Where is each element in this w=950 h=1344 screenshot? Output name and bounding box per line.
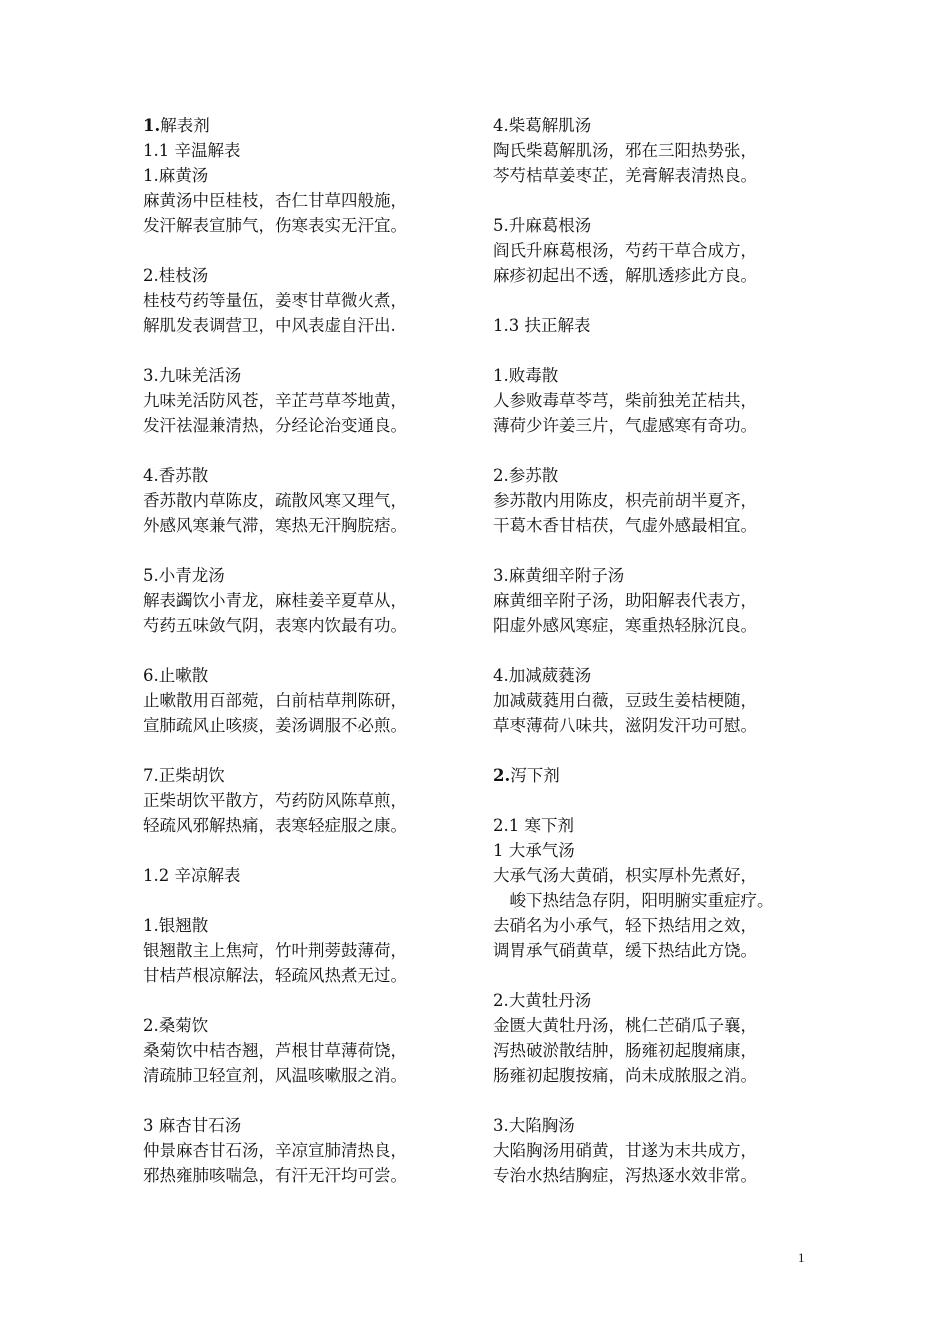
verse-line: 解肌发表调营卫，中风表虚自汗出. — [143, 316, 396, 335]
verse-line: 专治水热结胸症，泻热逐水效非常。 — [493, 1166, 757, 1185]
formula-title: 3.大陷胸汤 — [493, 1116, 575, 1135]
verse-line: 麻黄细辛附子汤，助阳解表代表方， — [493, 591, 757, 610]
formula-title: 4.加减葳蕤汤 — [493, 666, 592, 685]
formula-title: 2.大黄牡丹汤 — [493, 991, 592, 1010]
formula-title: 4.柴葛解肌汤 — [493, 116, 592, 135]
verse-line: 银翘散主上焦疴，竹叶荆蒡鼓薄荷， — [143, 941, 407, 960]
verse-line: 甘桔芦根凉解法，轻疏风热煮无过。 — [143, 966, 407, 985]
formula-title: 3.麻黄细辛附子汤 — [493, 566, 625, 585]
verse-line: 发汗祛湿兼清热，分经论治变通良。 — [143, 416, 407, 435]
section-heading — [143, 113, 463, 138]
section-number: 1. — [143, 116, 161, 135]
formula-title: 1 大承气汤 — [493, 841, 575, 860]
verse-line: 邪热雍肺咳喘急，有汗无汗均可尝。 — [143, 1166, 407, 1185]
verse-line: 调胃承气硝黄草，缓下热结此方饶。 — [493, 941, 757, 960]
formula-title: 6.止嗽散 — [143, 666, 209, 685]
verse-line: 桑菊饮中桔杏翘，芦根甘草薄荷饶， — [143, 1041, 407, 1060]
verse-line: 止嗽散用百部菀，白前桔草荆陈研， — [143, 691, 407, 710]
verse-line: 干葛木香甘桔茯，气虚外感最相宜。 — [493, 516, 757, 535]
verse-line: 阎氏升麻葛根汤，芍药干草合成方， — [493, 241, 757, 260]
subsection-heading: 1.1 辛温解表 — [143, 141, 241, 160]
section-heading — [493, 763, 813, 788]
formula-title: 5.升麻葛根汤 — [493, 216, 592, 235]
subsection-heading: 2.1 寒下剂 — [493, 816, 574, 835]
verse-line: 桂枝芍药等量伍，姜枣甘草微火煮， — [143, 291, 407, 310]
verse-line: 金匮大黄牡丹汤，桃仁芒硝瓜子襄， — [493, 1016, 757, 1035]
verse-line: 大陷胸汤用硝黄，甘遂为末共成方， — [493, 1141, 757, 1160]
verse-line: 仲景麻杏甘石汤，辛凉宣肺清热良， — [143, 1141, 407, 1160]
formula-title: 1.败毒散 — [493, 366, 559, 385]
verse-line: 宣肺疏风止咳痰，姜汤调服不必煎。 — [143, 716, 407, 735]
verse-line: 草枣薄荷八味共，滋阴发汗功可慰。 — [493, 716, 757, 735]
section-title: 解表剂 — [160, 116, 210, 135]
right-column — [493, 113, 813, 1188]
verse-line: 薄荷少许姜三片，气虚感寒有奇功。 — [493, 416, 757, 435]
formula-title: 3 麻杏甘石汤 — [143, 1116, 242, 1135]
formula-title: 2.参苏散 — [493, 466, 559, 485]
verse-line: 麻疹初起出不透，解肌透疹此方良。 — [493, 266, 757, 285]
verse-line: 清疏肺卫轻宣剂，风温咳嗽服之消。 — [143, 1066, 407, 1085]
formula-title: 2.桑菊饮 — [143, 1016, 209, 1035]
verse-line: 芍药五味敛气阴，表寒内饮最有功。 — [143, 616, 407, 635]
formula-title: 7.正柴胡饮 — [143, 766, 225, 785]
verse-line: 香苏散内草陈皮，疏散风寒又理气， — [143, 491, 407, 510]
verse-line: 去硝名为小承气，轻下热结用之效， — [493, 916, 757, 935]
verse-line: 芩芍桔草姜枣芷，羌膏解表清热良。 — [493, 166, 757, 185]
verse-line: 九味羌活防风苍，辛芷芎草芩地黄， — [143, 391, 407, 410]
verse-line: 轻疏风邪解热痛，表寒轻症服之康。 — [143, 816, 407, 835]
formula-title: 1.麻黄汤 — [143, 166, 209, 185]
page-number: 1 — [798, 1250, 805, 1265]
verse-line: 陶氏柴葛解肌汤，邪在三阳热势张， — [493, 141, 757, 160]
left-column — [143, 113, 463, 1188]
section-number: 2. — [493, 766, 511, 785]
subsection-heading: 1.2 辛凉解表 — [143, 866, 241, 885]
verse-line: 泻热破淤散结肿，肠雍初起腹痛康， — [493, 1041, 757, 1060]
subsection-heading: 1.3 扶正解表 — [493, 316, 591, 335]
verse-line: 解表蠲饮小青龙，麻桂姜辛夏草从， — [143, 591, 407, 610]
verse-line: 阳虚外感风寒症，寒重热轻脉沉良。 — [493, 616, 757, 635]
verse-line: 峻下热结急存阴，阳明腑实重症疗。 — [509, 891, 774, 910]
formula-title: 3.九味羌活汤 — [143, 366, 242, 385]
verse-line: 参苏散内用陈皮，枳壳前胡半夏齐， — [493, 491, 757, 510]
formula-title: 2.桂枝汤 — [143, 266, 209, 285]
verse-line: 外感风寒兼气滞，寒热无汗胸脘痞。 — [143, 516, 407, 535]
verse-line: 加减葳蕤用白薇，豆豉生姜桔梗随， — [493, 691, 757, 710]
formula-title: 4.香苏散 — [143, 466, 209, 485]
verse-line: 发汗解表宣肺气，伤寒表实无汗宜。 — [143, 216, 407, 235]
verse-line: 大承气汤大黄硝，枳实厚朴先煮好， — [493, 866, 757, 885]
verse-line: 正柴胡饮平散方，芍药防风陈草煎， — [143, 791, 407, 810]
formula-title: 1.银翘散 — [143, 916, 209, 935]
verse-line: 肠雍初起腹按痛，尚未成脓服之消。 — [493, 1066, 757, 1085]
verse-line: 人参败毒草苓芎，柴前独羌芷桔共， — [493, 391, 757, 410]
section-title: 泻下剂 — [510, 766, 560, 785]
formula-title: 5.小青龙汤 — [143, 566, 225, 585]
verse-line: 麻黄汤中臣桂枝，杏仁甘草四般施， — [143, 191, 407, 210]
